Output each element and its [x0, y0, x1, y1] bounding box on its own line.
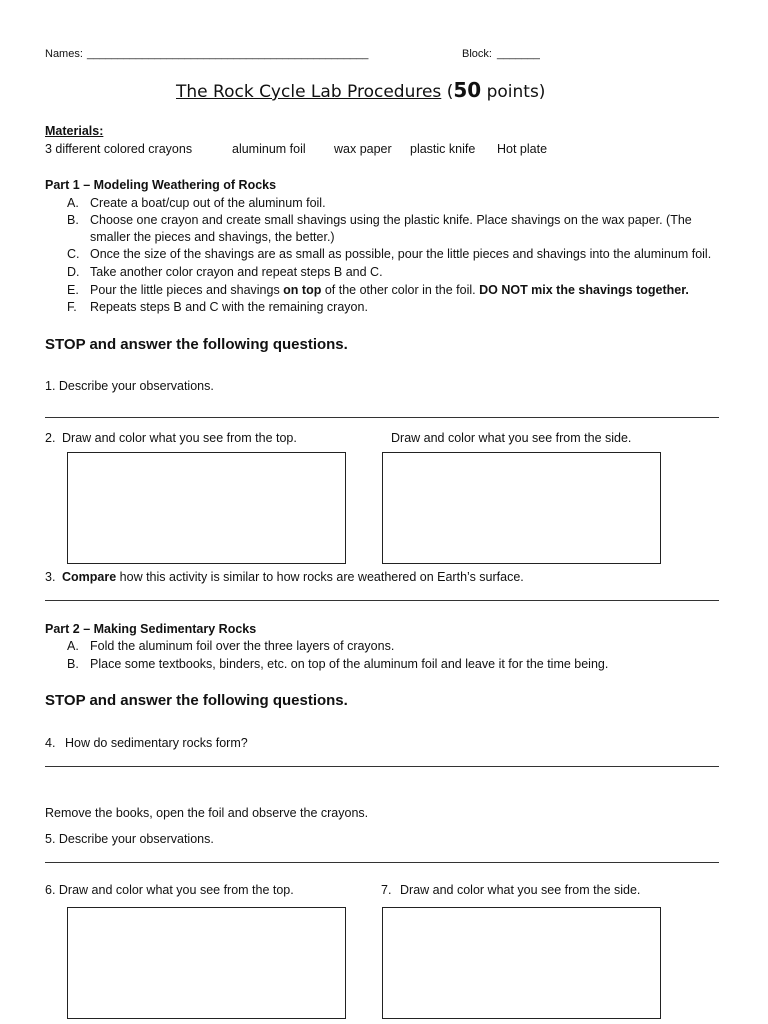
material-item: 3 different colored crayons — [45, 142, 193, 156]
question-5: 5. Describe your observations. — [45, 832, 214, 846]
question-7-number: 7. — [381, 883, 392, 897]
names-blank[interactable]: ______________________________________________ — [87, 48, 369, 60]
step-e-warning: DO NOT mix the shavings together. — [479, 283, 689, 297]
step-label: A. — [67, 639, 79, 653]
names-label: Names: — [45, 48, 83, 60]
question-4: How do sedimentary rocks form? — [65, 736, 248, 750]
material-item: plastic knife — [410, 142, 476, 156]
part2-heading: Part 2 – Making Sedimentary Rocks — [45, 622, 257, 636]
part1-step-f: Repeats steps B and C with the remaining crayon. — [90, 300, 368, 314]
question-1: 1. Describe your observations. — [45, 379, 214, 393]
page-title — [176, 78, 545, 102]
stop-heading-1: STOP and answer the following questions. — [45, 336, 348, 353]
materials-heading: Materials: — [45, 124, 104, 138]
question-2-number: 2. — [45, 431, 56, 445]
step-e-text: of the other color in the foil. — [321, 283, 480, 297]
question-3-keyword: Compare — [62, 570, 117, 584]
drawing-box-top-2[interactable] — [67, 907, 346, 1019]
answer-line-q5[interactable] — [45, 862, 719, 863]
title-open-paren: ( — [446, 82, 454, 102]
drawing-box-side[interactable] — [382, 452, 661, 564]
step-e-emphasis: on top — [283, 283, 322, 297]
part1-step-c: Once the size of the shavings are as small as possible, pour the little pieces and shavings into the aluminum foil. — [90, 247, 712, 261]
step-label: B. — [67, 657, 79, 671]
step-label: E. — [67, 283, 79, 297]
title-main: The Rock Cycle Lab Procedures — [176, 82, 442, 102]
question-3-text: how this activity is similar to how rocks are weathered on Earth’s surface. — [116, 570, 524, 584]
part1-step-a: Create a boat/cup out of the aluminum foil. — [90, 196, 326, 210]
step-label: C. — [67, 247, 80, 261]
block-blank[interactable]: _______ — [497, 48, 540, 60]
question-4-number: 4. — [45, 736, 56, 750]
part1-heading: Part 1 – Modeling Weathering of Rocks — [45, 178, 277, 192]
question-3-number: 3. — [45, 570, 56, 584]
answer-line-q1[interactable] — [45, 417, 719, 418]
step-label: B. — [67, 213, 79, 227]
answer-line-q4[interactable] — [45, 766, 719, 767]
answer-line-q3[interactable] — [45, 600, 719, 601]
part1-step-e — [90, 283, 689, 297]
step-label: F. — [67, 300, 77, 314]
stop-heading-2: STOP and answer the following questions. — [45, 692, 348, 709]
step-label: D. — [67, 265, 80, 279]
part1-step-b-line2: smaller the pieces and shavings, the better.) — [90, 230, 335, 244]
title-points-number: 50 — [453, 78, 482, 102]
material-item: Hot plate — [497, 142, 548, 156]
material-item: aluminum foil — [232, 142, 306, 156]
block-label: Block: — [462, 48, 492, 60]
step-label: A. — [67, 196, 79, 210]
material-item: wax paper — [334, 142, 392, 156]
question-3 — [62, 570, 524, 584]
step-e-text: Pour the little pieces and shavings — [90, 283, 284, 297]
question-7: Draw and color what you see from the side. — [400, 883, 641, 897]
question-2-top-prompt: Draw and color what you see from the top. — [62, 431, 297, 445]
question-2-side-prompt: Draw and color what you see from the side. — [391, 431, 632, 445]
title-points-word: points) — [486, 82, 546, 102]
part1-step-b-line1: Choose one crayon and create small shavings using the plastic knife. Place shavings on the wax paper. (The — [90, 213, 692, 227]
part2-step-b: Place some textbooks, binders, etc. on top of the aluminum foil and leave it for the time being. — [90, 657, 609, 671]
question-6: 6. Draw and color what you see from the top. — [45, 883, 294, 897]
drawing-box-top[interactable] — [67, 452, 346, 564]
part1-step-d: Take another color crayon and repeat steps B and C. — [90, 265, 383, 279]
part2-step-a: Fold the aluminum foil over the three layers of crayons. — [90, 639, 395, 653]
remove-instruction: Remove the books, open the foil and observe the crayons. — [45, 806, 369, 820]
drawing-box-side-2[interactable] — [382, 907, 661, 1019]
